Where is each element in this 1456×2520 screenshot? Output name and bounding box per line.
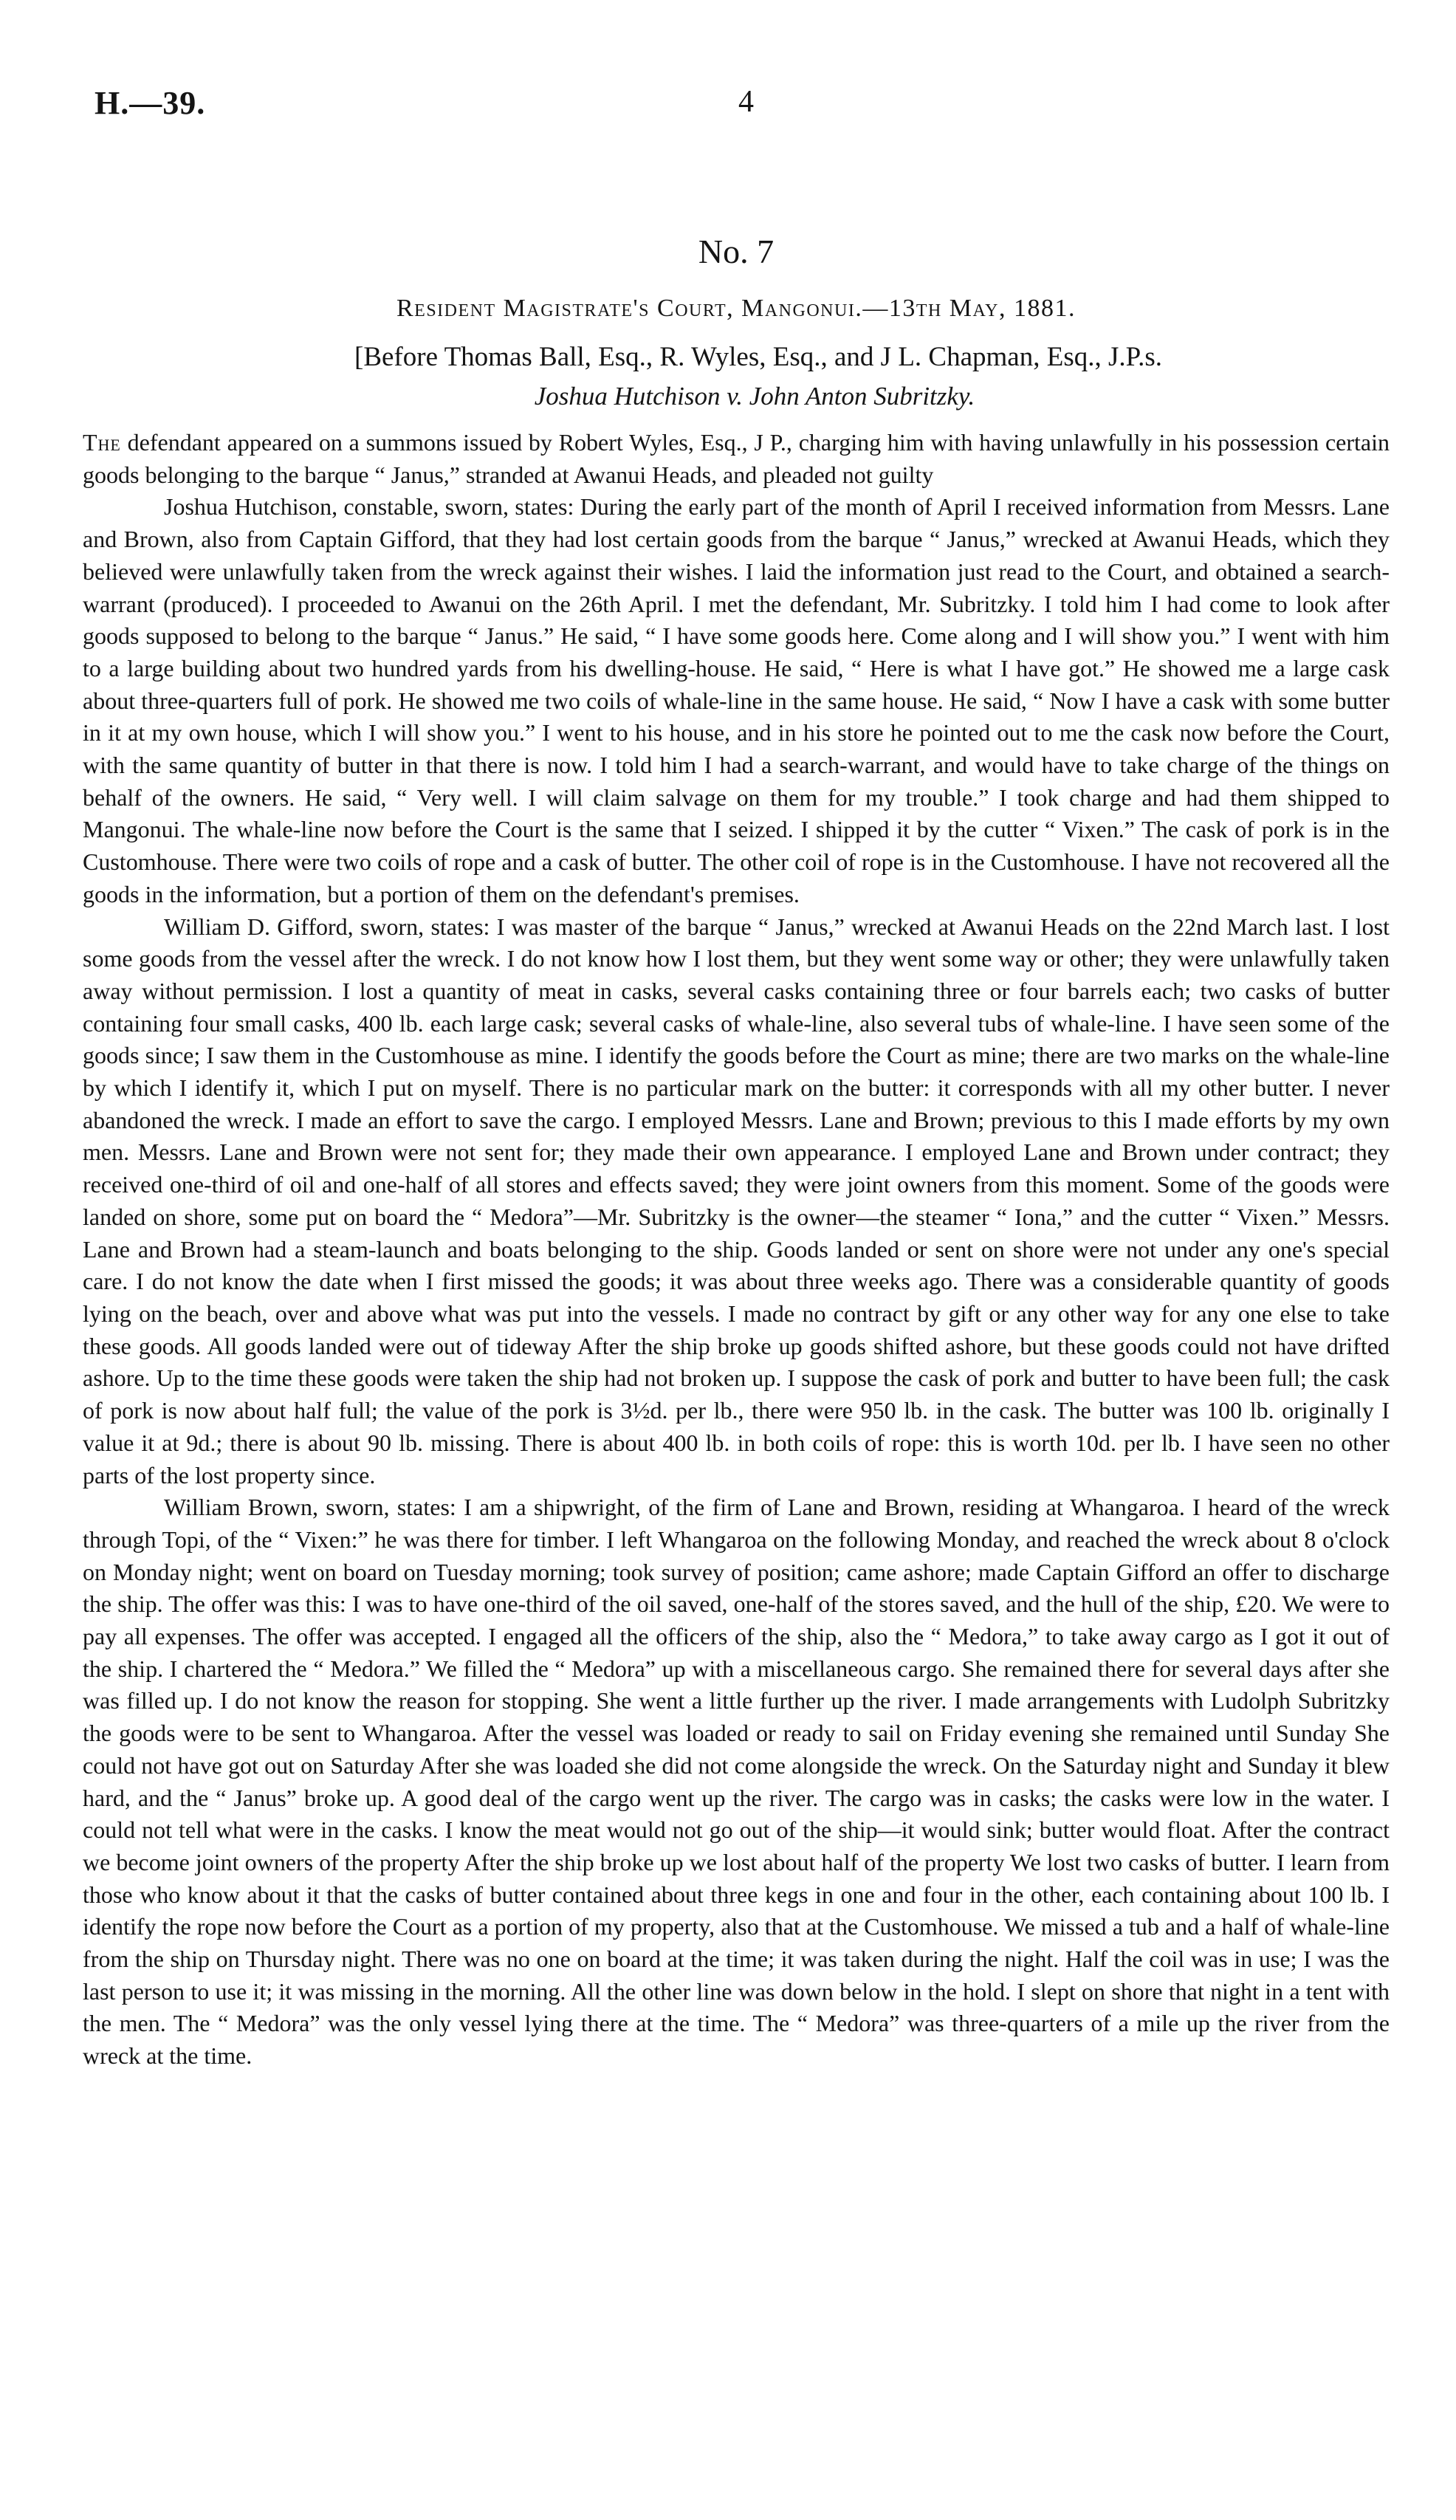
case-title: Joshua Hutchison v. John Anton Subritzky.: [534, 382, 975, 411]
document-page: [83, 74, 1390, 2073]
document-body: [83, 427, 1390, 2073]
page-header: [83, 74, 1390, 133]
body-paragraph: Joshua Hutchison, constable, sworn, states: During the early part of the month of April I received information from Messrs. Lane and Brown, also from Captain Gifford, that they had lost certain goods from the barque “ Janus,” wrecked at Awanui Heads, which they believed were unlawfully taken from the wreck against their wishes. I laid the information just read to the Court, and obtained a search-warrant (produced). I proceeded to Awanui on the 26th April. I met the defendant, Mr. Subritzky. I told him I had come to look after goods supposed to belong to the barque “ Janus.” He said, “ I have some goods here. Come along and I will show you.” I went with him to a large building about two hundred yards from his dwelling-house. He said, “ Here is what I have got.” He showed me a large cask about three-quarters full of pork. He showed me two coils of whale-line in the same house. He said, “ Now I have a cask with some butter in it at my own house, which I will show you.” I went to his house, and in his store he pointed out to me the cask now before the Court, with the same quantity of butter in that there is now. I told him I had a search-warrant, and would have to take charge of the things on behalf of the owners. He said, “ Very well. I will claim salvage on them for my trouble.” I took charge and had them shipped to Mangonui. The whale-line now before the Court is the same that I seized. I shipped it by the cutter “ Vixen.” The cask of pork is in the Customhouse. There were two coils of rope and a cask of butter. The other coil of rope is in the Customhouse. I have not recovered all the goods in the information, but a portion of them on the defendant's premises.: [83, 493, 1390, 907]
body-paragraph: William D. Gifford, sworn, states: I was master of the barque “ Janus,” wrecked at Awanui Heads on the 22nd March last. I lost some goods from the vessel after the wreck. I do not know how I lost them, but they went some way or other; they were unlawfully taken away without permission. I lost a quantity of meat in casks, several casks containing three or four barrels each; two casks of butter containing four small casks, 400 lb. each large cask; several casks of whale-line, also several tubs of whale-line. I have seen some of the goods since; I saw them in the Customhouse as mine. I identify the goods before the Court as mine; there are two marks on the whale-line by which I identify it, which I put on myself. There is no particular mark on the butter: it corresponds with all my other butter. I never abandoned the wreck. I made an effort to save the cargo. I employed Messrs. Lane and Brown; previous to this I made efforts by my own men. Messrs. Lane and Brown were not sent for; they made their own appearance. I employed Lane and Brown under contract; they received one-third of oil and one-half of all stores and effects saved; they were joint owners from this moment. Some of the goods were landed on shore, some put on board the “ Medora”—Mr. Subritzky is the owner—the steamer “ Iona,” and the cutter “ Vixen.” Messrs. Lane and Brown had a steam-launch and boats belonging to the ship. Goods landed or sent on shore were not under any one's special care. I do not know the date when I first missed the goods; it was about three weeks ago. There was a considerable quantity of goods lying on the beach, over and above what was put into the vessels. I made no contract by gift or any other way for any one else to take these goods. All goods landed were out of tideway After the ship broke up goods shifted ashore, but these goods could not have drifted ashore. Up to the time these goods were taken the ship had not broken up. I suppose the cask of pork and butter to have been full; the cask of pork is now about half full; the value of the pork is 3½d. per lb., there were 950 lb. in the cask. The butter was 100 lb. originally I value it at 9d.; there is about 90 lb. missing. There is about 400 lb. in both coils of rope: this is worth 10d. per lb. I have seen no other parts of the lost property since.: [83, 913, 1390, 1489]
bench-line: [Before Thomas Ball, Esq., R. Wyles, Esq., and J L. Chapman, Esq., J.P.s.: [354, 342, 1162, 372]
paragraph-lead: The: [83, 429, 121, 456]
paragraph-text: defendant appeared on a summons issued by Robert Wyles, Esq., J P., charging him with having unlawfully in his possession certain goods belonging to the barque “ Janus,” stranded at Awanui Heads, and pleaded not guilty: [83, 429, 1390, 488]
page-number: 4: [738, 85, 754, 119]
document-reference: H.—39.: [95, 85, 206, 121]
body-paragraph: William Brown, sworn, states: I am a shipwright, of the firm of Lane and Brown, residing at Whangaroa. I heard of the wreck through Topi, of the “ Vixen:” he was there for timber. I left Whangaroa on the following Monday, and reached the wreck about 8 o'clock on Monday night; went on board on Tuesday morning; took survey of position; came ashore; made Captain Gifford an offer to discharge the ship. The offer was this: I was to have one-third of the oil saved, one-half of the stores saved, and the hull of the ship, £20. We were to pay all expenses. The offer was accepted. I engaged all the officers of the ship, also the “ Medora,” to take away cargo as I got it out of the ship. I chartered the “ Medora.” We filled the “ Medora” up with a miscellaneous cargo. She remained there for several days after she was filled up. I do not know the reason for stopping. She went a little further up the river. I made arrangements with Ludolph Subritzky the goods were to be sent to Whangaroa. After the vessel was loaded or ready to sail on Friday evening she remained until Sunday She could not have got out on Saturday After she was loaded she did not come alongside the wreck. On the Saturday night and Sunday it blew hard, and the “ Janus” broke up. A good deal of the cargo went up the river. The cargo was in casks; the casks were low in the water. I could not tell what were in the casks. I know the meat would not go out of the ship—it would sink; butter would float. After the contract we become joint owners of the property After the ship broke up we lost about half of the property We lost two casks of butter. I learn from those who know about it that the casks of butter contained about three kegs in one and four in the other, each containing about 100 lb. I identify the rope now before the Court as a portion of my property, also that at the Customhouse. We missed a tub and a half of whale-line from the ship on Thursday night. There was no one on board at the time; it was taken during the night. Half the coil was in use; I was the last person to use it; it was missing in the morning. All the other line was down below in the hold. I slept on shore that night in a tent with the men. The “ Medora” was the only vessel lying there at the time. The “ Medora” was three-quarters of a mile up the river from the wreck at the time.: [83, 1494, 1390, 2070]
document-title: No. 7: [698, 233, 775, 270]
body-paragraph: [83, 427, 1390, 491]
court-heading: Resident Magistrate's Court, Mangonui.—13th May, 1881.: [396, 295, 1076, 322]
